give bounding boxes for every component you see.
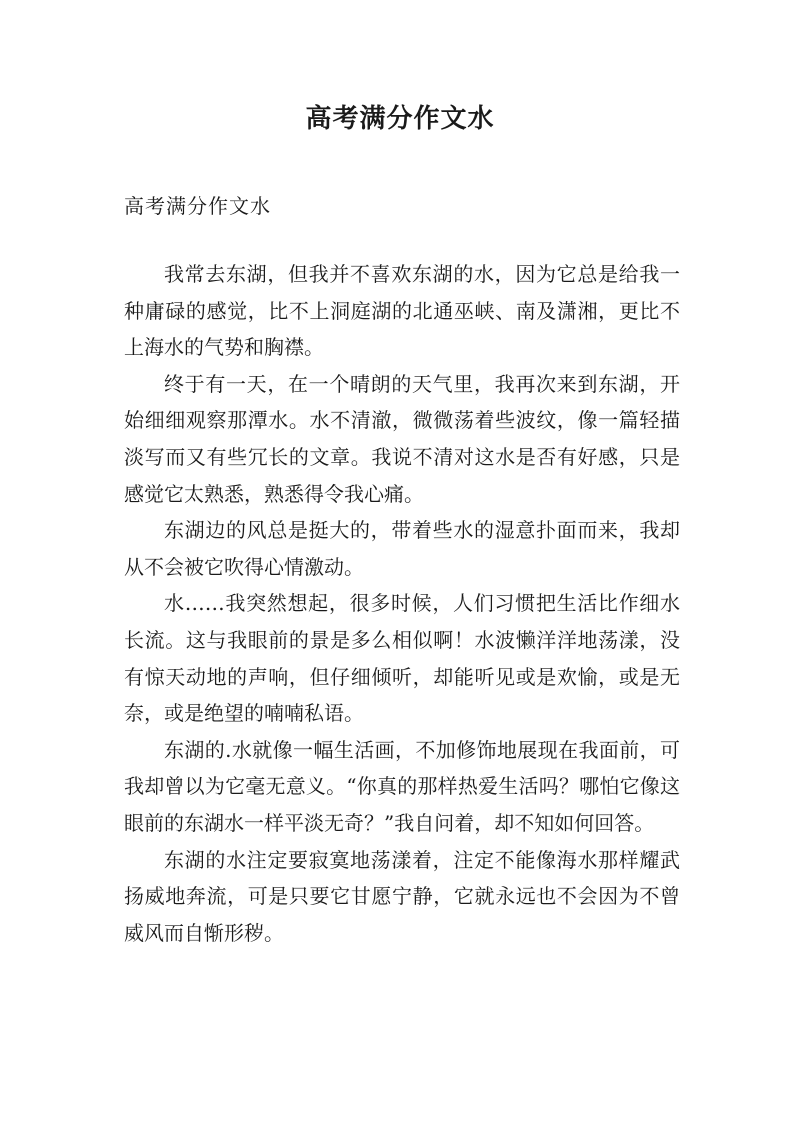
document-body [124, 256, 680, 951]
document-subtitle: 高考满分作文水 [124, 194, 271, 218]
paragraph: 我常去东湖，但我并不喜欢东湖的水，因为它总是给我一种庸碌的感觉，比不上洞庭湖的北通巫峡、南及潇湘，更比不上海水的气势和胸襟。 [124, 262, 680, 360]
document-title: 高考满分作文水 [305, 104, 495, 134]
paragraph: 东湖的.水就像一幅生活画，不加修饰地展现在我面前，可我却曾以为它毫无意义。“你真的那样热爱生活吗？哪怕它像这眼前的东湖水一样平淡无奇？”我自问着，却不知如何回答。 [124, 737, 680, 835]
paragraph: 终于有一天，在一个晴朗的天气里，我再次来到东湖，开始细细观察那潭水。水不清澈，微微荡着些波纹，像一篇轻描淡写而又有些冗长的文章。我说不清对这水是否有好感，只是感觉它太熟悉，熟悉得令我心痛。 [124, 371, 680, 506]
paragraph: 东湖边的风总是挺大的，带着些水的湿意扑面而来，我却从不会被它吹得心情激动。 [124, 518, 680, 579]
paragraph: 水……我突然想起，很多时候，人们习惯把生活比作细水长流。这与我眼前的景是多么相似啊！水波懒洋洋地荡漾，没有惊天动地的声响，但仔细倾听，却能听见或是欢愉，或是无奈，或是绝望的喃喃私语。 [124, 591, 680, 726]
paragraph: 东湖的水注定要寂寞地荡漾着，注定不能像海水那样耀武扬威地奔流，可是只要它甘愿宁静，它就永远也不会因为不曾威风而自惭形秽。 [124, 847, 680, 945]
